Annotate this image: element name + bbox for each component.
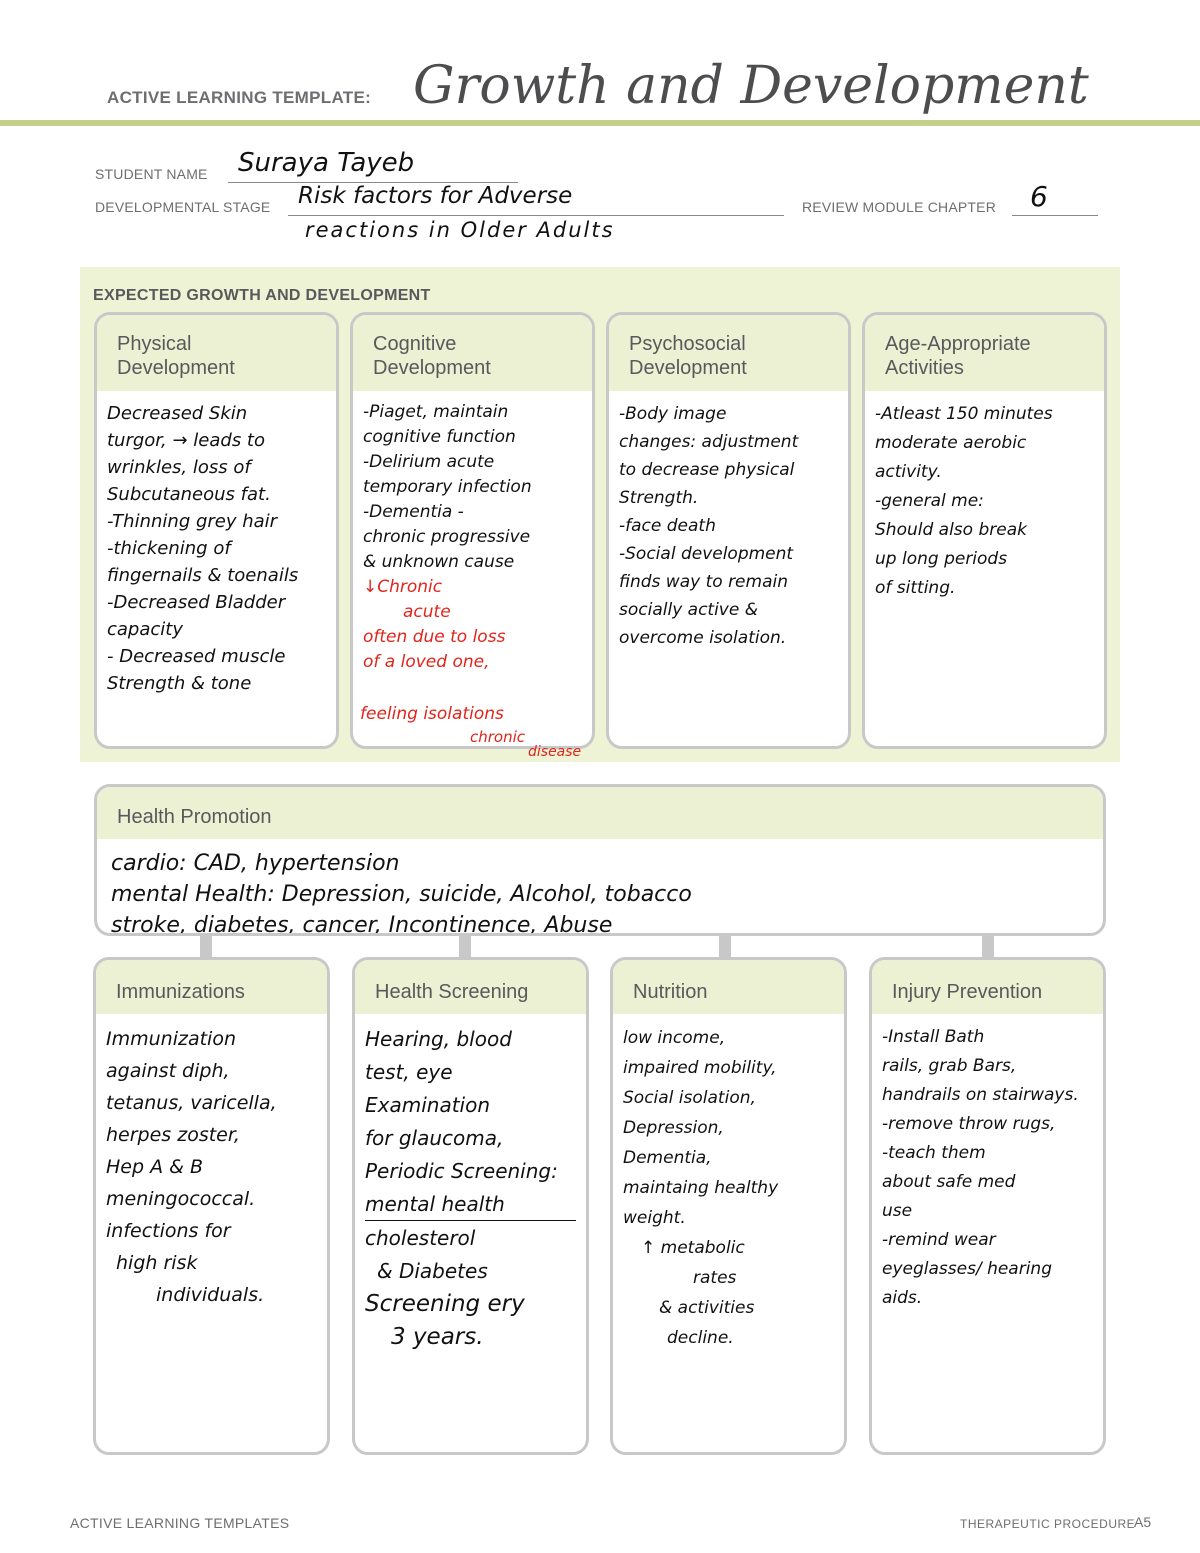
psychosocial-development-header [609, 315, 848, 391]
note-line: about safe med [882, 1172, 1016, 1192]
note-line: cognitive function [363, 427, 516, 447]
note-line: handrails on stairways. [882, 1085, 1079, 1105]
note-line: activity. [875, 462, 942, 482]
note-line: Depression, [623, 1118, 724, 1138]
dev-stage-line [288, 215, 784, 216]
cognitive-development-notes[interactable] [353, 391, 592, 686]
note-line: -teach them [882, 1143, 986, 1163]
note-line: eyeglasses/ hearing [882, 1259, 1052, 1279]
note-line: aids. [882, 1288, 923, 1308]
note-line: -Delirium acute [363, 452, 495, 472]
activities-title-2: Activities [885, 357, 964, 379]
note-line: Social isolation, [623, 1088, 756, 1108]
health-promotion-card [94, 784, 1106, 936]
note-line: of sitting. [875, 578, 956, 598]
immunizations-header [96, 960, 327, 1014]
immunizations-notes[interactable] [96, 1014, 327, 1322]
dev-stage-value-1[interactable]: Risk factors for Adverse [298, 183, 573, 209]
immunizations-title: Immunizations [116, 981, 245, 1003]
note-line: chronic progressive [363, 527, 531, 547]
note-line: stroke, diabetes, cancer, Incontinence, Abuse [111, 913, 613, 936]
note-line: overcome isolation. [619, 628, 787, 648]
note-line: temporary infection [363, 477, 532, 497]
note-line: impaired mobility, [623, 1058, 777, 1078]
injury-prevention-notes[interactable] [872, 1014, 1103, 1324]
note-line: Strength & tone [107, 673, 252, 694]
activities-title-1: Age-Appropriate [885, 333, 1031, 355]
psychosocial-title-2: Development [629, 357, 747, 379]
physical-title-2: Development [117, 357, 235, 379]
connector [459, 936, 471, 958]
immunizations-card [93, 957, 330, 1455]
injury-prevention-card [869, 957, 1106, 1455]
note-line: Examination [365, 1093, 491, 1117]
red-note-line: acute [403, 602, 451, 622]
note-line: 3 years. [391, 1324, 484, 1350]
health-promotion-notes[interactable] [97, 839, 1103, 936]
review-module-label: REVIEW MODULE CHAPTER [802, 199, 996, 215]
health-screening-header [355, 960, 586, 1014]
note-line: Should also break [875, 520, 1027, 540]
note-line: Subcutaneous fat. [107, 484, 271, 505]
note-line: cholesterol [365, 1226, 476, 1250]
note-line: & unknown cause [363, 552, 515, 572]
physical-development-notes[interactable] [97, 391, 336, 708]
note-line: -Atleast 150 minutes [875, 404, 1053, 424]
note-line: decline. [667, 1328, 734, 1348]
note-line: meningococcal. [106, 1188, 256, 1210]
page-title: Growth and Development [413, 56, 1089, 116]
note-line: -remove throw rugs, [882, 1114, 1056, 1134]
note-line: socially active & [619, 600, 758, 620]
red-note-line: ↓Chronic [363, 577, 443, 597]
note-line: -general me: [875, 491, 984, 511]
note-line: turgor, → leads to [107, 430, 266, 451]
note-line: -Thinning grey hair [107, 511, 278, 532]
note-line: individuals. [156, 1284, 265, 1306]
note-line: & Diabetes [377, 1259, 488, 1283]
student-name-value[interactable]: Suraya Tayeb [238, 148, 415, 178]
note-line: against diph, [106, 1060, 230, 1082]
health-screening-notes[interactable] [355, 1014, 586, 1365]
psychosocial-development-card [606, 312, 851, 749]
note-line: -Install Bath [882, 1027, 985, 1047]
note-line: Periodic Screening: [365, 1159, 558, 1183]
physical-development-card [94, 312, 339, 749]
cognitive-development-header [353, 315, 592, 391]
page-number: A5 [1134, 1514, 1152, 1530]
note-line: mental Health: Depression, suicide, Alcohol, tobacco [111, 882, 692, 907]
note-line: maintaing healthy [623, 1178, 779, 1198]
note-line: high risk [116, 1252, 198, 1274]
note-line: -Social development [619, 544, 794, 564]
red-note-overflow-1: feeling isolations [360, 704, 504, 724]
note-line: use [882, 1201, 913, 1221]
health-promotion-header [97, 787, 1103, 839]
note-line: -Piaget, maintain [363, 402, 509, 422]
physical-title-1: Physical [117, 333, 192, 355]
health-screening-title: Health Screening [375, 981, 529, 1003]
connector [200, 936, 212, 958]
header-divider [0, 120, 1200, 126]
connector [982, 936, 994, 958]
note-line: rates [693, 1268, 737, 1288]
physical-development-header [97, 315, 336, 391]
note-line: for glaucoma, [365, 1126, 504, 1150]
note-line: test, eye [365, 1060, 453, 1084]
note-line: weight. [623, 1208, 686, 1228]
note-line: Screening ery [365, 1291, 525, 1317]
dev-stage-value-2[interactable]: reactions in Older Adults [305, 218, 615, 242]
red-note-line: often due to loss [363, 627, 506, 647]
cognitive-title-2: Development [373, 357, 491, 379]
activities-header [865, 315, 1104, 391]
student-name-label: STUDENT NAME [95, 166, 208, 182]
dev-stage-label: DEVELOPMENTAL STAGE [95, 199, 271, 215]
red-note-overflow-2: chronic [470, 728, 526, 746]
note-line: -remind wear [882, 1230, 996, 1250]
nutrition-title: Nutrition [633, 981, 708, 1003]
red-note-overflow-3: disease [528, 744, 582, 760]
expected-growth-title: EXPECTED GROWTH AND DEVELOPMENT [93, 287, 431, 304]
note-line: Hep A & B [106, 1156, 204, 1178]
psychosocial-title-1: Psychosocial [629, 333, 746, 355]
note-line: ↑ metabolic [641, 1238, 745, 1258]
template-label: ACTIVE LEARNING TEMPLATE: [107, 88, 372, 107]
age-appropriate-activities-card [862, 312, 1107, 749]
psychosocial-development-notes[interactable] [609, 391, 848, 663]
note-line: infections for [106, 1220, 231, 1242]
note-line: changes: adjustment [619, 432, 799, 452]
injury-prevention-title: Injury Prevention [892, 981, 1043, 1003]
note-line: & activities [659, 1298, 755, 1318]
nutrition-card [610, 957, 847, 1455]
note-line: Decreased Skin [107, 403, 248, 424]
note-line: to decrease physical [619, 460, 795, 480]
nutrition-header [613, 960, 844, 1014]
note-line: tetanus, varicella, [106, 1092, 277, 1114]
note-line: -face death [619, 516, 716, 536]
injury-prevention-header [872, 960, 1103, 1014]
note-line: -thickening of [107, 538, 231, 559]
note-line: fingernails & toenails [107, 565, 299, 586]
note-line: moderate aerobic [875, 433, 1027, 453]
health-promotion-title: Health Promotion [117, 806, 272, 828]
note-line: wrinkles, loss of [107, 457, 251, 478]
connector [719, 936, 731, 958]
note-line: capacity [107, 619, 183, 640]
red-note-line: of a loved one, [363, 652, 490, 672]
note-line: herpes zoster, [106, 1124, 240, 1146]
activities-notes[interactable] [865, 391, 1104, 614]
note-line: low income, [623, 1028, 726, 1048]
note-line: mental health [365, 1189, 576, 1221]
review-module-line [1012, 215, 1098, 216]
note-line: Strength. [619, 488, 699, 508]
note-line: up long periods [875, 549, 1008, 569]
note-line: finds way to remain [619, 572, 788, 592]
note-line: Dementia, [623, 1148, 712, 1168]
note-line: rails, grab Bars, [882, 1056, 1017, 1076]
health-screening-card [352, 957, 589, 1455]
cognitive-development-card [350, 312, 595, 749]
note-line: cardio: CAD, hypertension [111, 851, 400, 876]
note-line: - Decreased muscle [107, 646, 286, 667]
note-line: -Dementia - [363, 502, 464, 522]
note-line: -Decreased Bladder [107, 592, 286, 613]
cognitive-title-1: Cognitive [373, 333, 457, 355]
note-line: -Body image [619, 404, 727, 424]
note-line: Hearing, blood [365, 1027, 512, 1051]
review-module-value[interactable]: 6 [1030, 180, 1048, 213]
footer-right: THERAPEUTIC PROCEDURE [960, 1517, 1136, 1531]
note-line: Immunization [106, 1028, 236, 1050]
nutrition-notes[interactable] [613, 1014, 844, 1364]
footer-left: ACTIVE LEARNING TEMPLATES [70, 1515, 290, 1531]
